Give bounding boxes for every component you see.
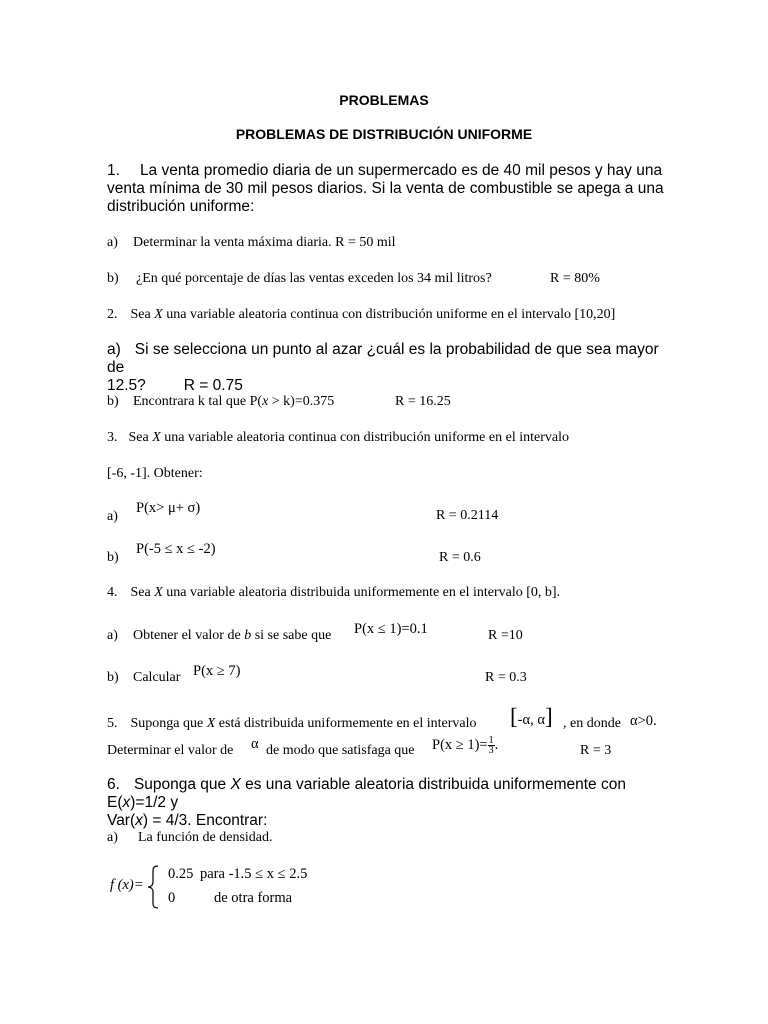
problem-4-a-text: Obtener el valor de b si se sabe que <box>133 628 332 643</box>
problem-1-b-answer: R = 80% <box>550 271 600 286</box>
problem-3-b-label: b) <box>107 550 119 565</box>
problem-1-b-label: b) <box>107 271 119 286</box>
problem-1-number: 1. <box>107 162 120 179</box>
problem-3-statement: 3. Sea X una variable aleatoria continua con distribución uniforme en el intervalo <box>107 430 569 445</box>
problem-5-formula: P(x ≥ 1)= $\frac{1}{3}$ . <box>432 735 499 757</box>
problem-5-satisfy: de modo que satisfaga que <box>266 743 415 758</box>
problem-6-statement: 6. Suponga que X es una variable aleatoria distribuida uniformemente con E(x)=1/2 y Var(x) = 4/3. Encontrar: <box>107 776 626 829</box>
problem-2-statement: 2. Sea X una variable aleatoria continua con distribución uniforme en el intervalo [10,20] <box>107 307 616 322</box>
problem-4-b-text: Calcular <box>133 670 181 685</box>
fraction-one-third: $\frac{1}{3}$ <box>488 735 494 757</box>
problem-1-b-text: ¿En qué porcentaje de días las ventas exceden los 34 mil litros? <box>136 271 492 286</box>
density-case-2-value: 0 <box>168 890 176 906</box>
problem-3-b-answer: R = 0.6 <box>439 550 481 565</box>
problem-1-statement: 1. La venta promedio diaria de un supermercado es de 40 mil pesos y hay una venta mínima de 30 mil pesos diarios. Si la venta de combustible se apega a una distribución uniforme: <box>107 162 664 215</box>
page-title: PROBLEMAS <box>339 92 429 108</box>
problem-2-number: 2. <box>107 307 118 322</box>
problem-4-b-answer: R = 0.3 <box>485 670 527 685</box>
problem-4-statement: 4. Sea X una variable aleatoria distribuida uniformemente en el intervalo [0, b]. <box>107 585 561 600</box>
problem-3-a-answer: R = 0.2114 <box>436 508 499 523</box>
problem-3-b-formula: P(-5 ≤ x ≤ -2) <box>136 541 216 557</box>
problem-5-where: , en donde <box>563 716 621 731</box>
density-case-2-condition: de otra forma <box>214 890 293 906</box>
problem-5-condition: α>0. <box>630 713 657 729</box>
problem-6-a-label: a) <box>107 830 118 845</box>
section-title: PROBLEMAS DE DISTRIBUCIÓN UNIFORME <box>235 126 533 142</box>
problem-6-a-text: La función de densidad. <box>138 830 273 845</box>
problem-4-a-answer: R =10 <box>488 628 523 643</box>
problem-5-line-2: Determinar el valor de <box>107 743 234 758</box>
problem-2-b-text: Encontrara k tal que P(x > k)=0.375 <box>133 394 335 409</box>
problem-3-number: 3. <box>107 430 118 445</box>
problem-3-a-label: a) <box>107 509 118 524</box>
problem-2-b-answer: R = 16.25 <box>395 394 451 409</box>
problem-4-b-label: b) <box>107 670 119 685</box>
density-case-1-condition: para -1.5 ≤ x ≤ 2.5 <box>200 866 308 882</box>
problem-2-a: a) Si se selecciona un punto al azar ¿cuál es la probabilidad de que sea mayor de 12.5? R = 0.75 <box>107 341 659 394</box>
problem-2-b-label: b) <box>107 394 119 409</box>
problem-5-statement: 5. Suponga que X está distribuida uniformemente en el intervalo <box>107 716 477 731</box>
problem-4-a-label: a) <box>107 628 118 643</box>
problem-5-interval: [-α, α] <box>510 704 553 729</box>
density-case-1-value: 0.25 <box>168 866 194 882</box>
problem-6-number: 6. <box>107 776 120 793</box>
problem-3-a-formula: P(x> μ+ σ) <box>136 500 201 516</box>
problem-3-interval-line: [-6, -1]. Obtener: <box>107 466 203 481</box>
alpha-symbol: α <box>251 736 259 752</box>
problem-1-a-label: a) <box>107 235 118 250</box>
problem-5-answer: R = 3 <box>580 743 612 758</box>
left-brace-icon <box>146 864 160 910</box>
problem-4-number: 4. <box>107 585 118 600</box>
problem-4-a-formula: P(x ≤ 1)=0.1 <box>354 621 428 637</box>
density-function-lhs: f (x)= <box>110 877 144 893</box>
problem-5-number: 5. <box>107 716 118 731</box>
problem-1-a-text: Determinar la venta máxima diaria. R = 50 mil <box>133 235 396 250</box>
problem-2-a-answer: R = 0.75 <box>183 377 243 394</box>
problem-4-b-formula: P(x ≥ 7) <box>193 663 241 679</box>
